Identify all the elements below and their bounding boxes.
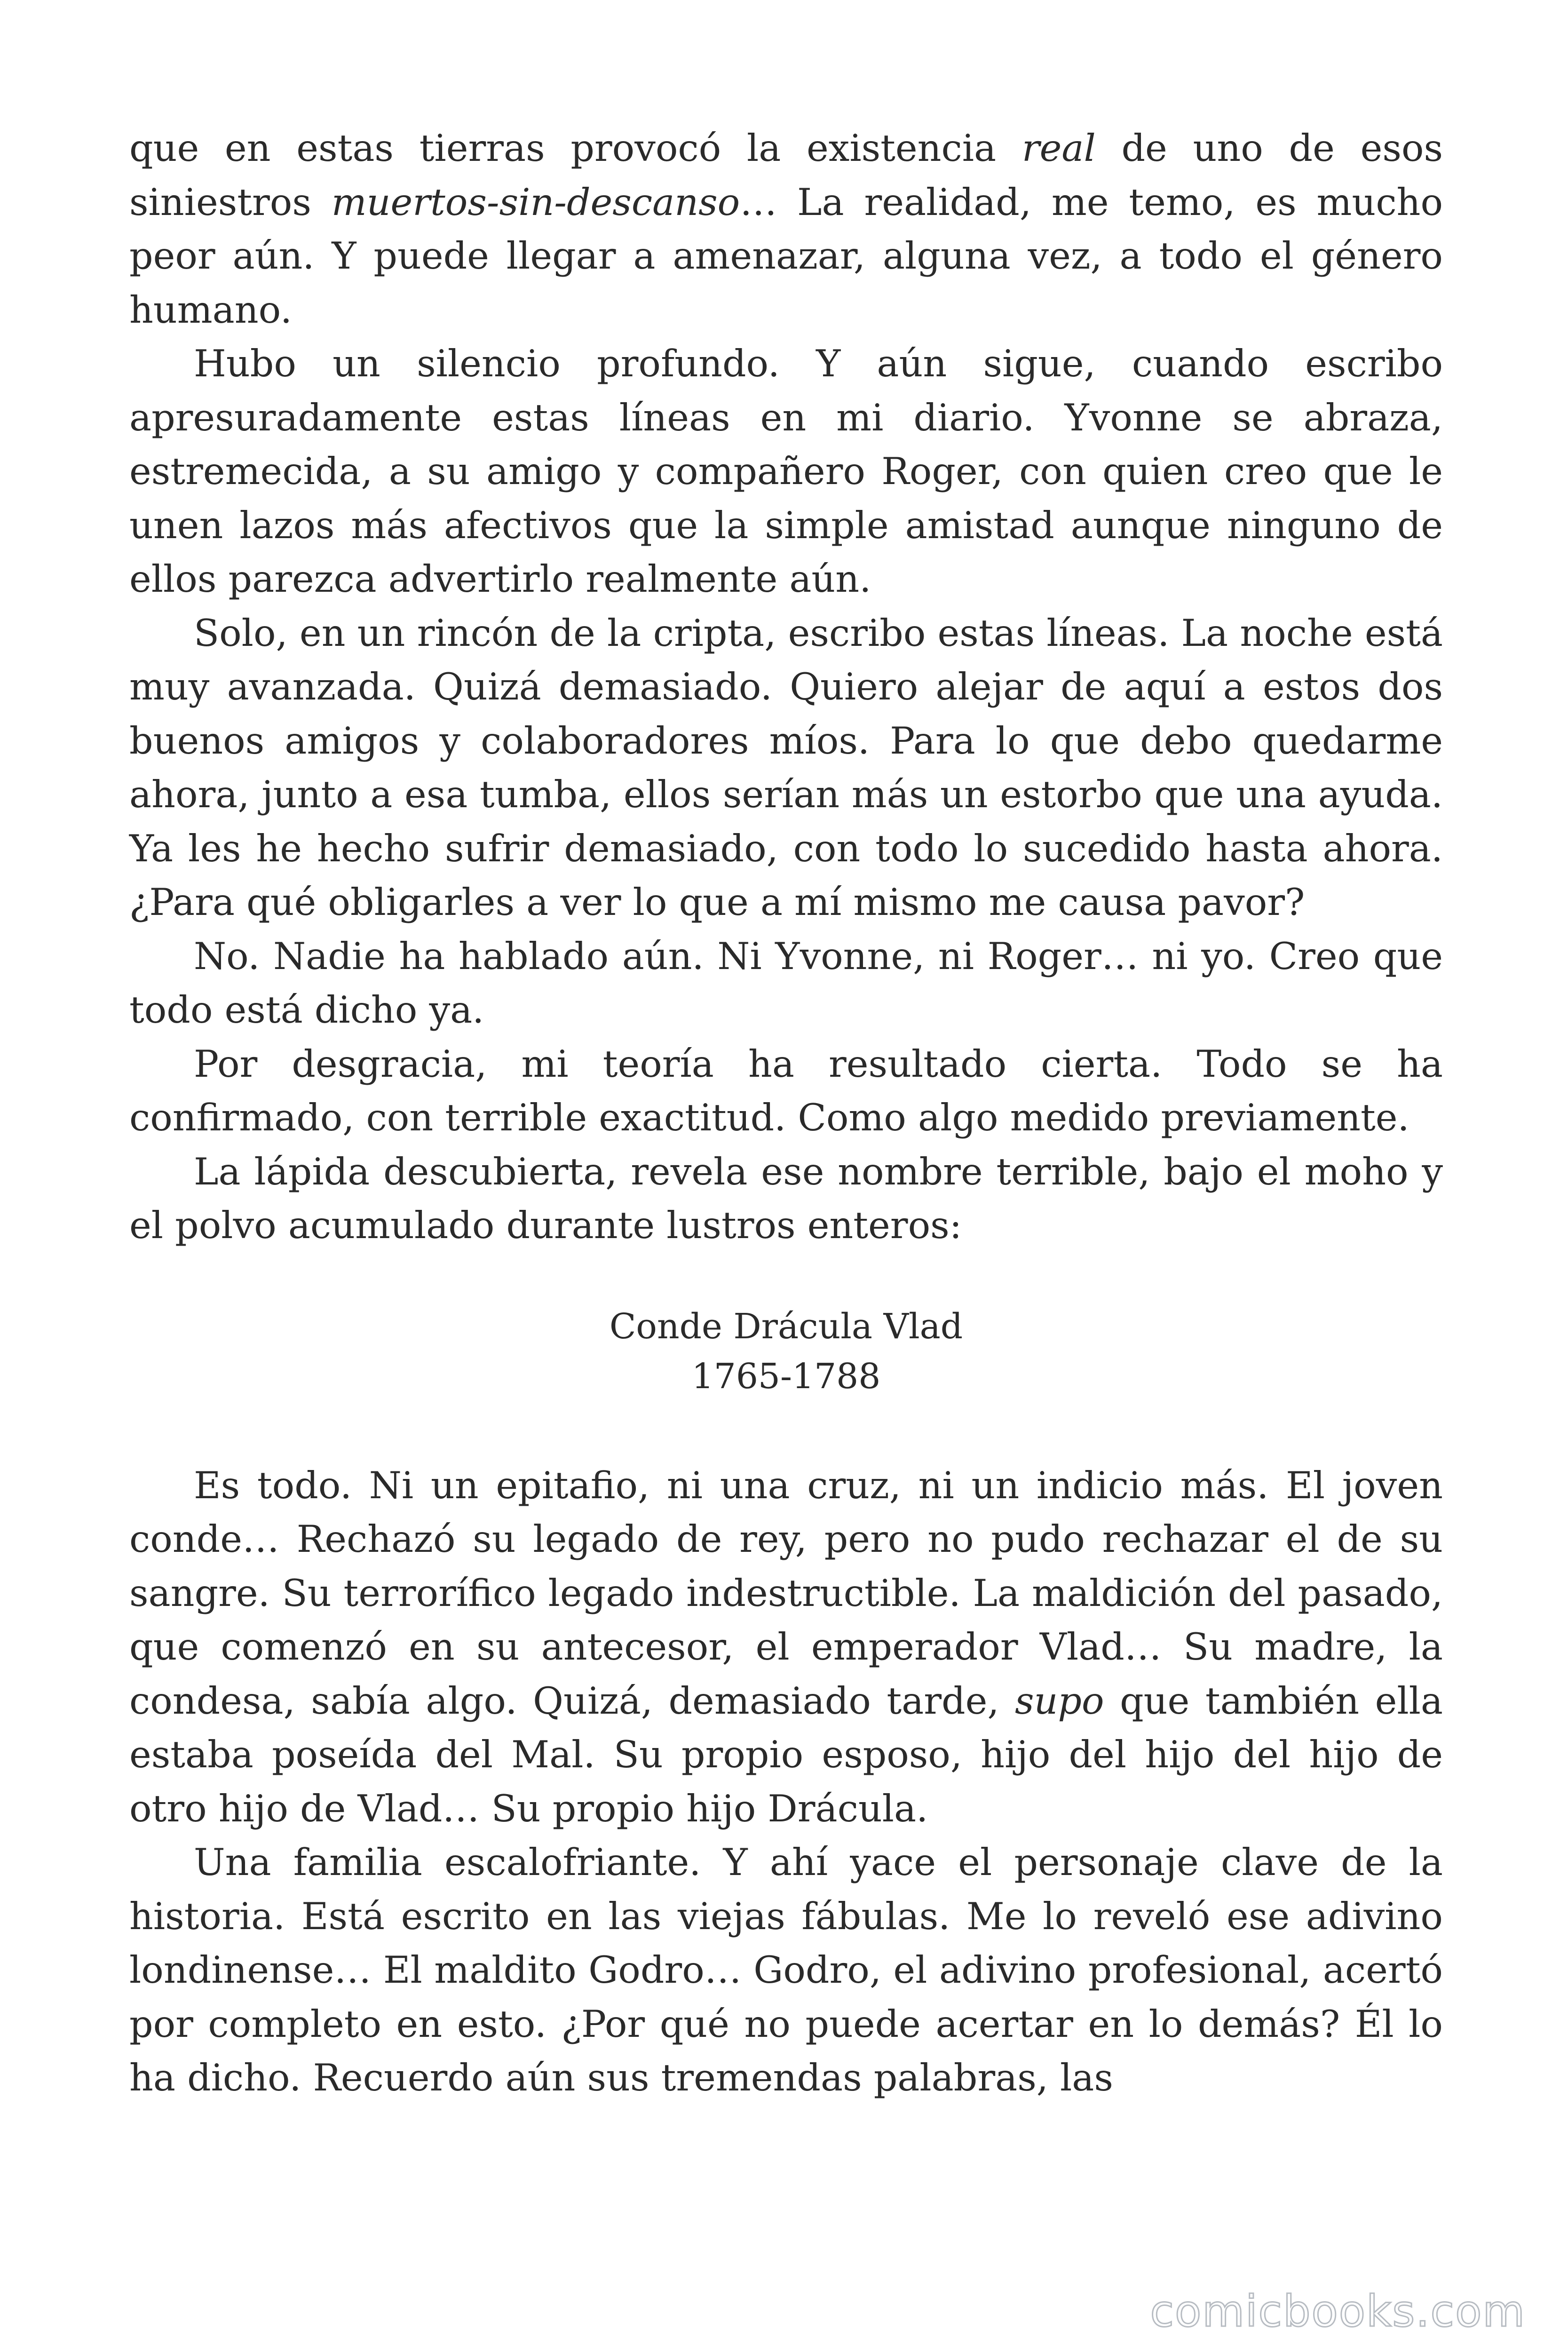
- paragraph: [129, 930, 1443, 1037]
- epitaph-name: Conde Drácula Vlad: [609, 1306, 963, 1347]
- paragraph-text: Por desgracia, mi teoría ha resultado cierta. Todo se ha confirmado, con terrible exactitud. Como algo medido previamente.: [129, 1042, 1443, 1139]
- page-body: [129, 121, 1443, 2105]
- paragraph-text: Solo, en un rincón de la cripta, escribo estas líneas. La noche está muy avanzada. Quizá demasiado. Quiero alejar de aquí a estos dos buenos amigos y colaboradores míos. Para lo que debo quedarme ahora, junto a esa tumba, ellos serían más un estorbo que una ayuda. Ya les he hecho sufrir demasiado, con todo lo sucedido hasta ahora. ¿Para qué obligarles a ver lo que a mí mismo me causa pavor?: [129, 611, 1443, 924]
- paragraph-text: que también ella estaba poseída del Mal. Su propio esposo, hijo del hijo del hijo de otro hijo de Vlad… Su propio hijo Drácula.: [129, 1679, 1443, 1830]
- paragraph-text: que en estas tierras provocó la existencia: [129, 127, 1022, 170]
- paragraph-text: Hubo un silencio profundo. Y aún sigue, cuando escribo apresuradamente estas líneas en mi diario. Yvonne se abraza, estremecida, a su amigo y compañero Roger, con quien creo que le unen lazos más afectivos que la simple amistad aunque ninguno de ellos parezca advertirlo realmente aún.: [129, 342, 1443, 601]
- italic-text: supo: [1014, 1679, 1104, 1723]
- paragraph-text: de uno de esos siniestros: [129, 127, 1443, 224]
- italic-text: real: [1022, 127, 1096, 170]
- epitaph-years: 1765-1788: [691, 1356, 881, 1397]
- italic-text: muertos-sin-descanso: [331, 180, 740, 224]
- paragraph: [129, 1145, 1443, 1253]
- text-section-after-epitaph: [129, 1459, 1443, 2105]
- paragraph-text: La lápida descubierta, revela ese nombre terrible, bajo el moho y el polvo acumulado durante lustros enteros:: [129, 1150, 1443, 1247]
- site-watermark: comicbooks.com: [1150, 2286, 1526, 2336]
- paragraph-text: Una familia escalofriante. Y ahí yace el personaje clave de la historia. Está escrito en las viejas fábulas. Me lo reveló ese adivino londinense… El maldito Godro… Godro, el adivino profesional, acertó por completo en esto. ¿Por qué no puede acertar en lo demás? Él lo ha dicho. Recuerdo aún sus tremendas palabras, las: [129, 1841, 1443, 2099]
- paragraph-text: No. Nadie ha hablado aún. Ni Yvonne, ni Roger… ni yo. Creo que todo está dicho ya.: [129, 934, 1443, 1032]
- paragraph: [129, 1037, 1443, 1145]
- paragraph: [129, 1459, 1443, 1836]
- paragraph-text: … La realidad, me temo, es mucho peor aún. Y puede llegar a amenazar, alguna vez, a todo el género humano.: [129, 180, 1443, 332]
- paragraph: [129, 121, 1443, 337]
- paragraph: [129, 1836, 1443, 2105]
- paragraph: [129, 606, 1443, 930]
- text-section-before-epitaph: [129, 121, 1443, 1253]
- paragraph-text: Es todo. Ni un epitafio, ni una cruz, ni un indicio más. El joven conde… Rechazó su legado de rey, pero no pudo rechazar el de su sangre. Su terrorífico legado indestructible. La maldición del pasado, que comenzó en su antecesor, el emperador Vlad… Su madre, la condesa, sabía algo. Quizá, demasiado tarde,: [129, 1463, 1443, 1723]
- paragraph: [129, 337, 1443, 606]
- epitaph-inscription: [129, 1302, 1443, 1401]
